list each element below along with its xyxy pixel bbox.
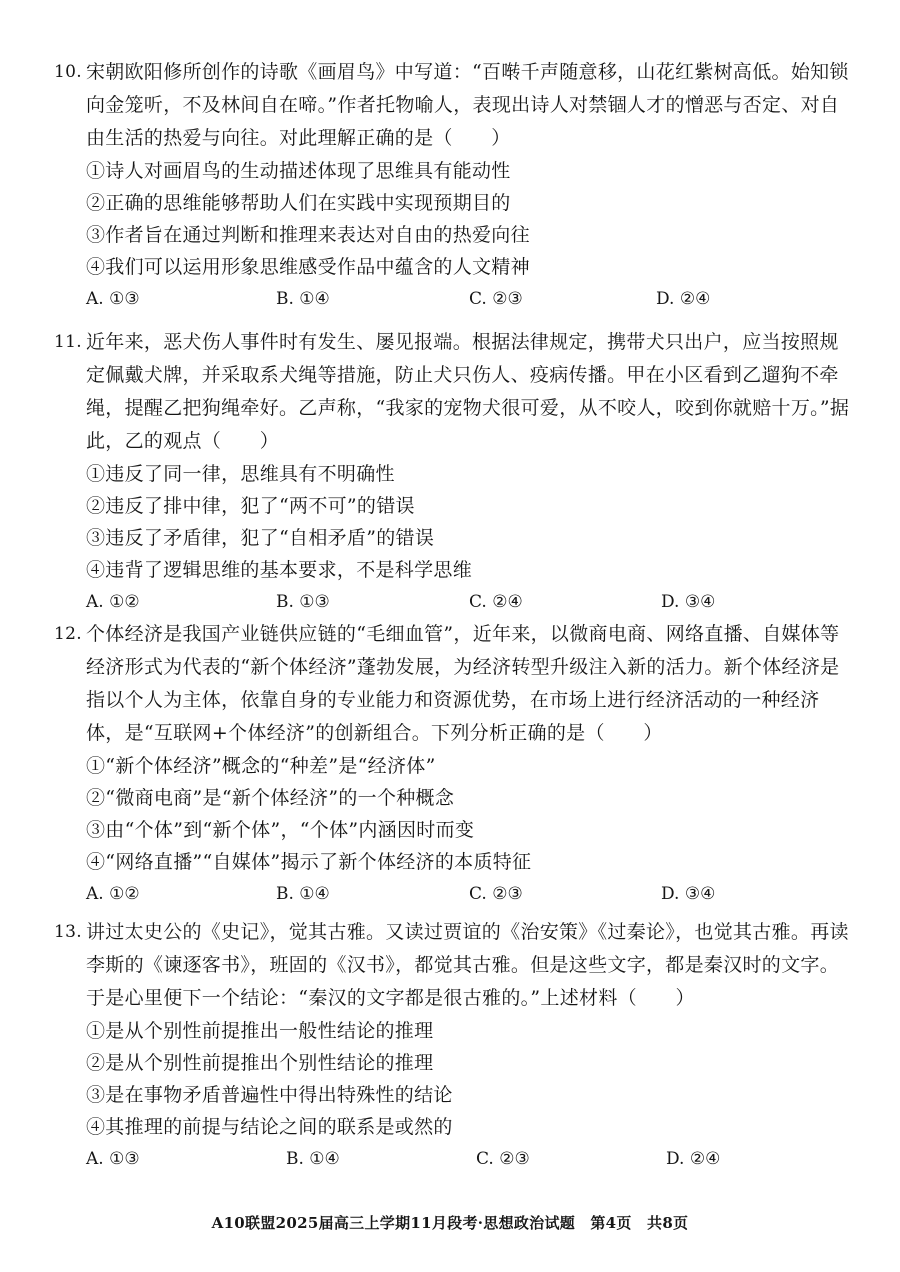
statement-3: ③违反了矛盾律，犯了“自相矛盾”的错误 bbox=[86, 527, 435, 549]
choice-d: D. ③④ bbox=[661, 884, 716, 904]
question-number: 10. bbox=[54, 62, 82, 82]
question-stem bbox=[54, 56, 854, 155]
choice-b: B. ①④ bbox=[276, 289, 330, 309]
statement-1: ①“新个体经济”概念的“种差”是“经济体” bbox=[86, 755, 436, 777]
question-number: 12. bbox=[54, 624, 82, 644]
choice-c: C. ②③ bbox=[469, 289, 523, 309]
statement-2: ②正确的思维能够帮助人们在实践中实现预期目的 bbox=[86, 192, 511, 214]
answer-choices bbox=[86, 283, 854, 315]
statement-4: ④其推理的前提与结论之间的联系是或然的 bbox=[86, 1116, 453, 1138]
choice-b: B. ①④ bbox=[286, 1149, 340, 1169]
statement-4: ④“网络直播”“自媒体”揭示了新个体经济的本质特征 bbox=[86, 851, 532, 873]
question-12 bbox=[54, 618, 854, 910]
statement-2: ②“微商电商”是“新个体经济”的一个种概念 bbox=[86, 787, 455, 809]
choice-c: C. ②④ bbox=[469, 592, 523, 612]
answer-choices bbox=[86, 1143, 854, 1175]
question-stem bbox=[54, 618, 854, 750]
question-10 bbox=[54, 56, 854, 315]
answer-choices bbox=[86, 878, 854, 910]
choice-a: A. ①③ bbox=[86, 289, 140, 309]
question-number: 11. bbox=[54, 332, 82, 352]
question-text: 宋朝欧阳修所创作的诗歌《画眉鸟》中写道：“百啭千声随意移，山花红紫树高低。始知锁向金笼听，不及林间自在啼。”作者托物喻人，表现出诗人对禁锢人才的憎恶与否定、对自由生活的热爱与向往。对此理解正确的是（ ） bbox=[86, 61, 849, 149]
statement-3: ③作者旨在通过判断和推理来表达对自由的热爱向往 bbox=[86, 224, 530, 246]
choice-d: D. ②④ bbox=[656, 289, 711, 309]
statement-2: ②违反了排中律，犯了“两不可”的错误 bbox=[86, 495, 415, 517]
choice-d: D. ③④ bbox=[661, 592, 716, 612]
statement-1: ①是从个别性前提推出一般性结论的推理 bbox=[86, 1020, 434, 1042]
statement-3: ③由“个体”到“新个体”，“个体”内涵因时而变 bbox=[86, 819, 475, 841]
choice-c: C. ②③ bbox=[469, 884, 523, 904]
question-13 bbox=[54, 916, 854, 1175]
answer-choices bbox=[86, 586, 854, 618]
choice-b: B. ①③ bbox=[276, 592, 330, 612]
question-11 bbox=[54, 326, 854, 618]
question-text: 个体经济是我国产业链供应链的“毛细血管”，近年来，以微商电商、网络直播、自媒体等经济形式为代表的“新个体经济”蓬勃发展，为经济转型升级注入新的活力。新个体经济是指以个人为主体，依靠自身的专业能力和资源优势，在市场上进行经济活动的一种经济体，是“互联网+个体经济”的创新组合。下列分析正确的是（ ） bbox=[86, 623, 840, 744]
question-stem bbox=[54, 326, 854, 458]
choice-b: B. ①④ bbox=[276, 884, 330, 904]
question-number: 13. bbox=[54, 922, 82, 942]
question-text: 近年来，恶犬伤人事件时有发生、屡见报端。根据法律规定，携带犬只出户，应当按照规定佩戴犬牌，并采取系犬绳等措施，防止犬只伤人、疫病传播。甲在小区看到乙遛狗不牵绳，提醒乙把狗绳牵好。乙声称，“我家的宠物犬很可爱，从不咬人，咬到你就赔十万。”据此，乙的观点（ ） bbox=[86, 331, 850, 452]
choice-d: D. ②④ bbox=[666, 1149, 721, 1169]
choice-a: A. ①② bbox=[86, 592, 140, 612]
choice-c: C. ②③ bbox=[476, 1149, 530, 1169]
page-footer: A10联盟2025届高三上学期11月段考·思想政治试题 第4页 共8页 bbox=[211, 1214, 689, 1232]
statement-4: ④我们可以运用形象思维感受作品中蕴含的人文精神 bbox=[86, 256, 530, 278]
statement-2: ②是从个别性前提推出个别性结论的推理 bbox=[86, 1052, 434, 1074]
statement-4: ④违背了逻辑思维的基本要求，不是科学思维 bbox=[86, 559, 473, 581]
question-stem bbox=[54, 916, 854, 1015]
choice-a: A. ①③ bbox=[86, 1149, 140, 1169]
statement-1: ①违反了同一律，思维具有不明确性 bbox=[86, 463, 395, 485]
statement-3: ③是在事物矛盾普遍性中得出特殊性的结论 bbox=[86, 1084, 453, 1106]
question-text: 讲过太史公的《史记》，觉其古雅。又读过贾谊的《治安策》《过秦论》，也觉其古雅。再读李斯的《谏逐客书》，班固的《汉书》，都觉其古雅。但是这些文字，都是秦汉时的文字。于是心里便下一个结论：“秦汉的文字都是很古雅的。”上述材料（ ） bbox=[86, 921, 849, 1009]
statement-1: ①诗人对画眉鸟的生动描述体现了思维具有能动性 bbox=[86, 160, 511, 182]
choice-a: A. ①② bbox=[86, 884, 140, 904]
